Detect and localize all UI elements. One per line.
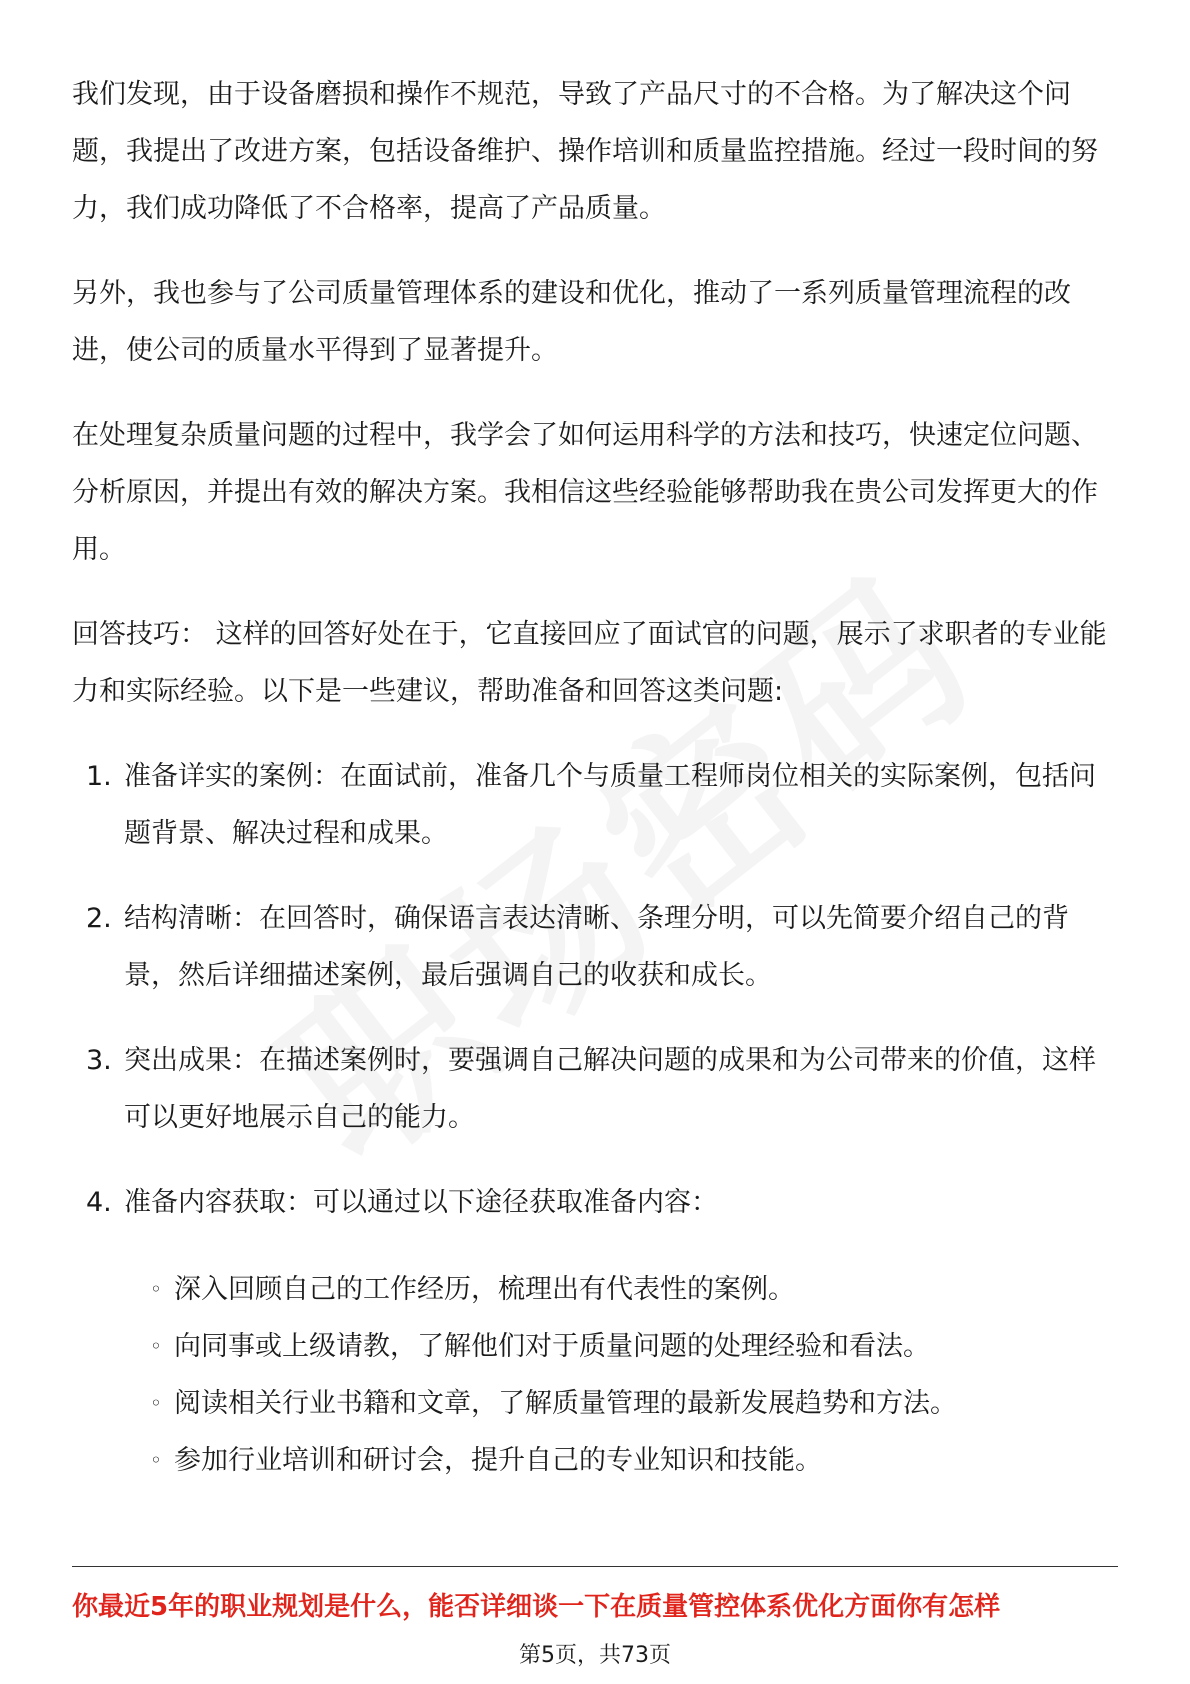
sub-list-item bbox=[124, 1261, 1118, 1318]
tip-item bbox=[72, 1174, 1118, 1489]
tip-item bbox=[72, 748, 1118, 862]
tip-item bbox=[72, 890, 1118, 1004]
tip-text: 准备详实的案例：在面试前，准备几个与质量工程师岗位相关的实际案例，包括问题背景、解决过程和成果。 bbox=[124, 761, 1096, 849]
paragraph: 我们发现，由于设备磨损和操作不规范，导致了产品尺寸的不合格。为了解决这个问题，我提出了改进方案，包括设备维护、操作培训和质量监控措施。经过一段时间的努力，我们成功降低了不合格率，提高了产品质量。 bbox=[72, 79, 1098, 224]
sub-item-text: 向同事或上级请教，了解他们对于质量问题的处理经验和看法。 bbox=[174, 1331, 930, 1362]
tip-number: 1. bbox=[86, 761, 112, 792]
tip-text: 突出成果：在描述案例时，要强调自己解决问题的成果和为公司带来的价值，这样可以更好地展示自己的能力。 bbox=[124, 1045, 1096, 1133]
answer-tips-paragraph: 回答技巧： 这样的回答好处在于，它直接回应了面试官的问题，展示了求职者的专业能力和实际经验。以下是一些建议，帮助准备和回答这类问题: bbox=[72, 619, 1107, 707]
next-question-heading: 你最近5年的职业规划是什么，能否详细谈一下在质量管控体系优化方面你有怎样 bbox=[72, 1592, 1001, 1622]
hollow-bullet-icon: ◦ bbox=[150, 1448, 162, 1472]
hollow-bullet-icon: ◦ bbox=[150, 1334, 162, 1358]
tip-text: 准备内容获取：可以通过以下途径获取准备内容： bbox=[124, 1187, 718, 1218]
tips-list bbox=[72, 748, 1118, 1489]
page-number: 第5页，共73页 bbox=[519, 1643, 671, 1668]
tip-text: 结构清晰：在回答时，确保语言表达清晰、条理分明，可以先简要介绍自己的背景，然后详细描述案例，最后强调自己的收获和成长。 bbox=[124, 903, 1069, 991]
hollow-bullet-icon: ◦ bbox=[150, 1391, 162, 1415]
sub-item-text: 参加行业培训和研讨会，提升自己的专业知识和技能。 bbox=[174, 1445, 822, 1476]
sub-item-text: 深入回顾自己的工作经历，梳理出有代表性的案例。 bbox=[174, 1274, 795, 1305]
hollow-bullet-icon: ◦ bbox=[150, 1277, 162, 1301]
tip-number: 3. bbox=[86, 1045, 112, 1076]
sub-list-item bbox=[124, 1318, 1118, 1375]
sub-list-item bbox=[124, 1375, 1118, 1432]
tip-number: 2. bbox=[86, 903, 112, 934]
page-content bbox=[72, 66, 1118, 1517]
sub-list bbox=[124, 1261, 1118, 1489]
tip-item bbox=[72, 1032, 1118, 1146]
paragraph: 另外，我也参与了公司质量管理体系的建设和优化，推动了一系列质量管理流程的改进，使公司的质量水平得到了显著提升。 bbox=[72, 278, 1071, 366]
footer-divider bbox=[72, 1566, 1118, 1567]
paragraph: 在处理复杂质量问题的过程中，我学会了如何运用科学的方法和技巧，快速定位问题、分析原因，并提出有效的解决方案。我相信这些经验能够帮助我在贵公司发挥更大的作用。 bbox=[72, 420, 1098, 565]
sub-item-text: 阅读相关行业书籍和文章，了解质量管理的最新发展趋势和方法。 bbox=[174, 1388, 957, 1419]
sub-list-item bbox=[124, 1432, 1118, 1489]
tip-number: 4. bbox=[86, 1187, 112, 1218]
